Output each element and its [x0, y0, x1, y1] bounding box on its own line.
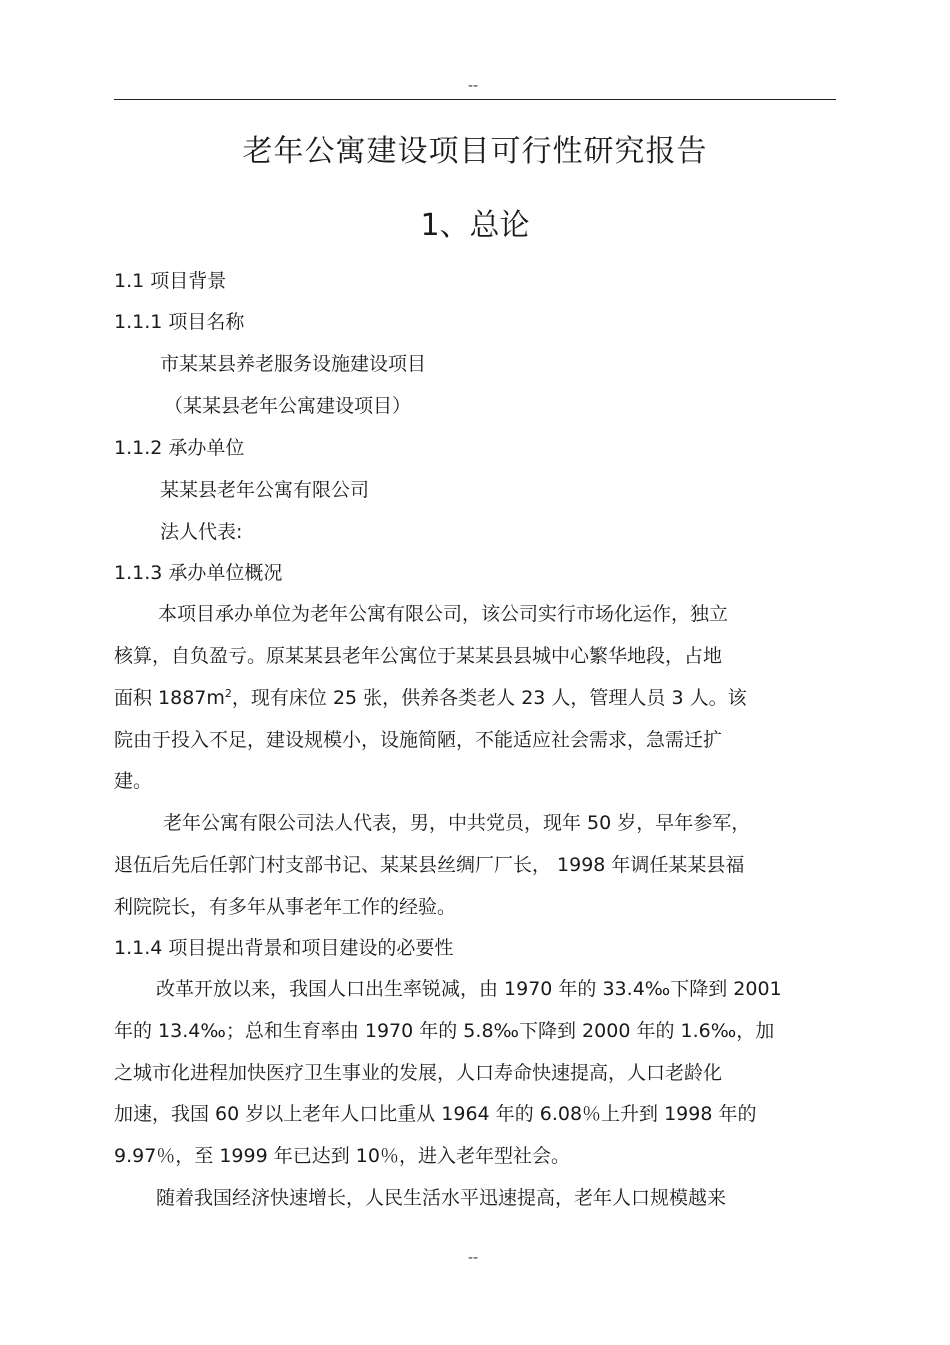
section-heading-1-1-1: 1.1.1 项目名称 [114, 311, 245, 333]
area-text: 面积 1887m [114, 687, 225, 709]
document-title: 老年公寓建设项目可行性研究报告 [242, 134, 708, 169]
chapter-heading: 1、总论 [420, 208, 530, 243]
project-name-alt-line: （某某县老年公寓建设项目） [164, 395, 412, 417]
sponsor-name-line: 某某县老年公寓有限公司 [160, 479, 370, 501]
project-name-line: 市某某县养老服务设施建设项目 [160, 353, 427, 375]
footer-marker: -- [468, 1250, 479, 1266]
paragraph-line [114, 683, 834, 710]
paragraph-line: 之城市化进程加快医疗卫生事业的发展，人口寿命快速提高，人口老龄化 [114, 1062, 723, 1084]
header-rule [114, 99, 836, 100]
paragraph-line: 年的 13.4‰；总和生育率由 1970 年的 5.8‰下降到 2000 年的 1.6‰，加 [114, 1020, 775, 1042]
paragraph-line: 加速，我国 60 岁以上老年人口比重从 1964 年的 6.08％上升到 1998 年的 [114, 1103, 757, 1125]
paragraph-line: 利院院长，有多年从事老年工作的经验。 [114, 896, 457, 918]
section-heading-1-1-4: 1.1.4 项目提出背景和项目建设的必要性 [114, 937, 454, 959]
paragraph-line: 建。 [114, 770, 153, 792]
paragraph-line: 院由于投入不足，建设规模小，设施简陋，不能适应社会需求，急需迁扩 [114, 729, 723, 751]
paragraph-line: 核算，自负盈亏。原某某县老年公寓位于某某县县城中心繁华地段，占地 [114, 645, 723, 667]
paragraph-line: 改革开放以来，我国人口出生率锐减，由 1970 年的 33.4‰下降到 2001 [156, 978, 782, 1000]
beds-text: ，现有床位 25 张，供养各类老人 23 人，管理人员 3 人。该 [231, 687, 747, 709]
paragraph-line: 退伍后先后任郭门村支部书记、某某县丝绸厂厂长， 1998 年调任某某县福 [114, 854, 745, 876]
legal-rep-line: 法人代表: [160, 521, 243, 543]
paragraph-line: 随着我国经济快速增长，人民生活水平迅速提高，老年人口规模越来 [156, 1187, 727, 1209]
paragraph-line: 本项目承办单位为老年公寓有限公司，该公司实行市场化运作，独立 [158, 603, 729, 625]
section-heading-1-1: 1.1 项目背景 [114, 270, 227, 292]
paragraph-line: 老年公寓有限公司法人代表，男，中共党员，现年 50 岁，早年参军， [163, 812, 751, 834]
paragraph-line: 9.97％，至 1999 年已达到 10％，进入老年型社会。 [114, 1145, 570, 1167]
section-heading-1-1-2: 1.1.2 承办单位 [114, 437, 245, 459]
section-heading-1-1-3: 1.1.3 承办单位概况 [114, 562, 283, 584]
area-unit-superscript: 2 [224, 687, 232, 700]
header-marker: -- [468, 78, 479, 94]
